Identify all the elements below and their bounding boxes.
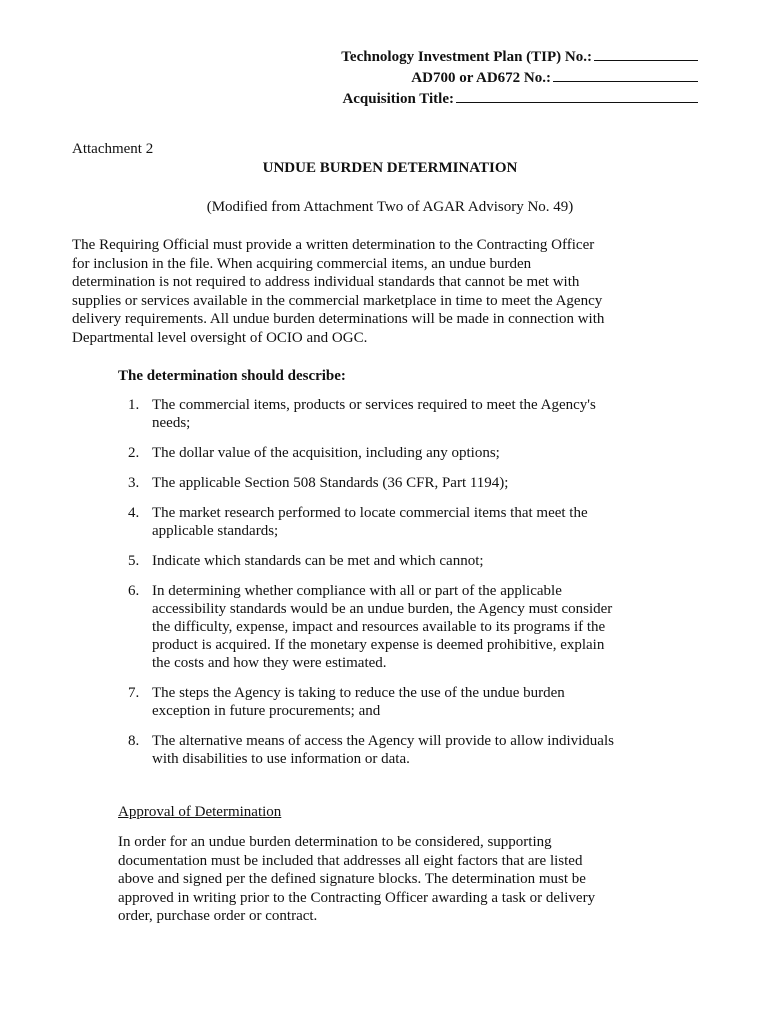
list-item-number: 2. [128,445,140,461]
list-item-text: The steps the Agency is taking to reduce the use of the undue burden exception in future procurements; and [152,685,565,719]
list-item-text: The commercial items, products or services required to meet the Agency's needs; [152,397,596,431]
list-item [118,396,618,432]
tip-number-blank [594,46,698,61]
list-item-number: 3. [128,475,140,491]
document-subtitle: (Modified from Attachment Two of AGAR Advisory No. 49) [206,199,574,215]
approval-paragraph: In order for an undue burden determination to be considered, supporting documentation must be included that addresses all eight factors that are listed above and signed per the defined signature blocks. The determination must be approved in writing prior to the Contracting Officer awarding a task or delivery order, purchase order or contract. [118,834,596,924]
header-fields [341,46,698,109]
acquisition-title-line [341,88,698,109]
list-item [118,552,618,570]
list-item-text: Indicate which standards can be met and which cannot; [152,553,484,569]
attachment-label: Attachment 2 [72,141,154,157]
list-item [118,582,618,672]
list-item-text: The dollar value of the acquisition, including any options; [152,445,500,461]
factor-list [118,396,618,780]
list-item [118,684,618,720]
tip-number-label: Technology Investment Plan (TIP) No.: [341,49,592,65]
describe-heading: The determination should describe: [118,368,346,384]
list-item [118,444,618,462]
intro-paragraph: The Requiring Official must provide a written determination to the Contracting Officer for inclusion in the file. When acquiring commercial items, an undue burden determination is not required to address individual standards that cannot be met with supplies or services available in the commercial marketplace in time to meet the Agency delivery requirements. All undue burden determinations will be made in connection with Departmental level oversight of OCIO and OGC. [72,237,605,346]
list-item-number: 7. [128,685,140,701]
ad-number-line [341,67,698,88]
list-item-number: 4. [128,505,140,521]
list-item-text: The alternative means of access the Agency will provide to allow individuals with disabilities to use information or data. [152,733,614,767]
list-item-text: The market research performed to locate commercial items that meet the applicable standards; [152,505,588,539]
list-item-number: 1. [128,397,140,413]
list-item [118,474,618,492]
list-item-number: 8. [128,733,140,749]
tip-number-line [341,46,698,67]
list-item [118,732,618,768]
acquisition-title-label: Acquisition Title: [342,91,454,107]
list-item-text: In determining whether compliance with all or part of the applicable accessibility standards would be an undue burden, the Agency must consider the difficulty, expense, impact and resources available to its programs if the product is acquired. If the monetary expense is deemed prohibitive, explain the costs and how they were estimated. [152,583,613,671]
document-title: UNDUE BURDEN DETERMINATION [262,160,518,176]
list-item-number: 5. [128,553,140,569]
list-item-text: The applicable Section 508 Standards (36 CFR, Part 1194); [152,475,509,491]
ad-number-blank [553,67,698,82]
approval-heading: Approval of Determination [118,804,282,820]
list-item [118,504,618,540]
list-item-number: 6. [128,583,140,599]
ad-number-label: AD700 or AD672 No.: [411,70,551,86]
acquisition-title-blank [456,88,698,103]
